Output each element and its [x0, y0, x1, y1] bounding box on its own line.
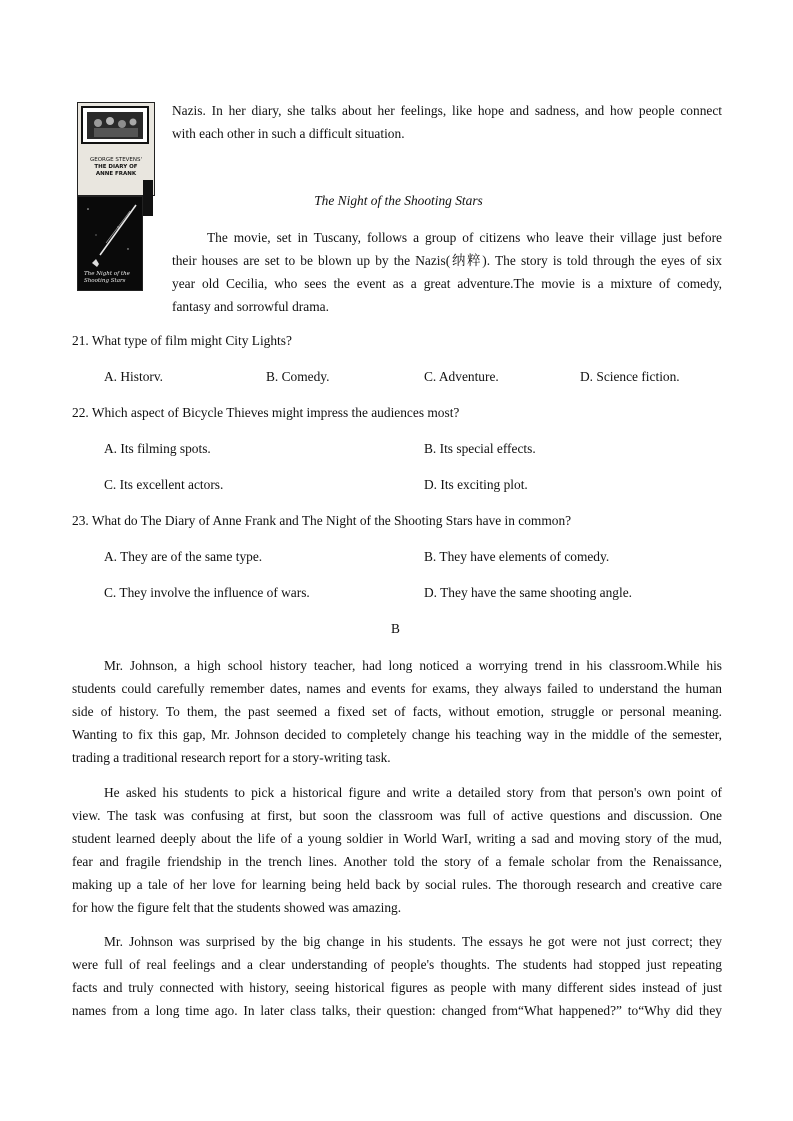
- section-b-heading: B: [391, 621, 400, 636]
- text-line: with each other in such a difficult situation.: [172, 126, 405, 141]
- text-line: trading a traditional research report for a story-writing task.: [72, 750, 391, 765]
- text-line: students could carefully remember dates, names and events for exams, they always failed to understand the human: [72, 681, 722, 696]
- q22-option-a: A. Its filming spots.: [104, 441, 211, 456]
- text-line: Mr. Johnson, a high school history teacher, had long noticed a worrying trend in his classroom.While his: [104, 658, 722, 673]
- q21-option-b: B. Comedy.: [266, 369, 330, 384]
- text-line: Wanting to fix this gap, Mr. Johnson decided to completely change his teaching way in the middle of the semester,: [72, 727, 722, 742]
- text-line: year old Cecilia, who sees the event as a great adventure.The movie is a mixture of comedy,: [172, 276, 722, 291]
- text-line: fantasy and sorrowful drama.: [172, 299, 329, 314]
- q22-option-b: B. Its special effects.: [424, 441, 536, 456]
- section-b-paragraph-3: [72, 930, 722, 1022]
- text-line: their houses are set to be blown up by the Nazis(纳粹). The story is told through the eyes of six: [172, 253, 722, 268]
- q23-option-b: B. They have elements of comedy.: [424, 549, 610, 564]
- question-23-stem: 23. What do The Diary of Anne Frank and The Night of the Shooting Stars have in common?: [72, 513, 572, 528]
- text-line: fear and fragile friendship in the trench lines. Another told the story of a female scholar from the Renaissance,: [72, 854, 722, 869]
- question-22-stem: 22. Which aspect of Bicycle Thieves might impress the audiences most?: [72, 405, 460, 420]
- q23-option-a: A. They are of the same type.: [104, 549, 263, 564]
- poster2-title-line2: Shooting Stars: [84, 278, 126, 284]
- text-line: making up a tale of her love for learning being held back by social rules. The thorough research and creative care: [72, 877, 722, 892]
- q22-option-d: D. Its exciting plot.: [424, 477, 528, 492]
- film-title-shooting-stars: The Night of the Shooting Stars: [314, 193, 483, 208]
- shooting-stars-description: [172, 226, 722, 318]
- poster2-title-line1: The Night of the: [84, 271, 130, 277]
- text-line: facts and truly connected with history, seeing historical figures as people with many different sides instead of just: [72, 980, 722, 995]
- section-b-paragraph-1: [72, 654, 722, 769]
- q21-option-d: D. Science fiction.: [580, 369, 680, 384]
- text-line: Mr. Johnson was surprised by the big change in his students. The essays he got were not just correct; they: [104, 934, 722, 949]
- q23-option-d: D. They have the same shooting angle.: [424, 585, 632, 600]
- question-21-stem: 21. What type of film might City Lights?: [72, 333, 292, 348]
- section-b-paragraph-2: [72, 781, 722, 919]
- text-line: names from a long time ago. In later class talks, their question: changed from“What happened?” to“Why did they: [72, 1003, 722, 1018]
- text-line: student learned deeply about the life of a young soldier in World WarI, writing a sad and moving story of the mud,: [72, 831, 722, 846]
- q22-option-c: C. Its excellent actors.: [104, 477, 224, 492]
- anne-frank-description: [172, 99, 722, 145]
- q21-option-a: A. Historv.: [104, 369, 164, 384]
- poster-title-line1: THE DIARY OF: [94, 164, 138, 170]
- q21-option-c: C. Adventure.: [424, 369, 499, 384]
- text-line: were full of real feelings and a clear understanding of people's thoughts. The students had stopped just repeating: [72, 957, 722, 972]
- shooting-stars-poster: [77, 196, 143, 291]
- text-line: side of history. To them, the past seemed a fixed set of facts, without emotion, struggle or personal meaning.: [72, 704, 722, 719]
- poster-director-text: GEORGE STEVENS': [89, 157, 143, 163]
- poster-title-line2: ANNE FRANK: [95, 171, 137, 177]
- text-line: for how the figure felt that the students showed was amazing.: [72, 900, 402, 915]
- text-line: Nazis. In her diary, she talks about her feelings, like hope and sadness, and how people connect: [172, 103, 722, 118]
- text-line: The movie, set in Tuscany, follows a group of citizens who leave their village just before: [207, 230, 722, 245]
- q23-option-c: C. They involve the influence of wars.: [104, 585, 310, 600]
- text-line: view. The task was confusing at first, but soon the classroom was full of active questions and discussion. One: [72, 808, 722, 823]
- text-line: He asked his students to pick a historical figure and write a detailed story from that person's own point of: [104, 785, 722, 800]
